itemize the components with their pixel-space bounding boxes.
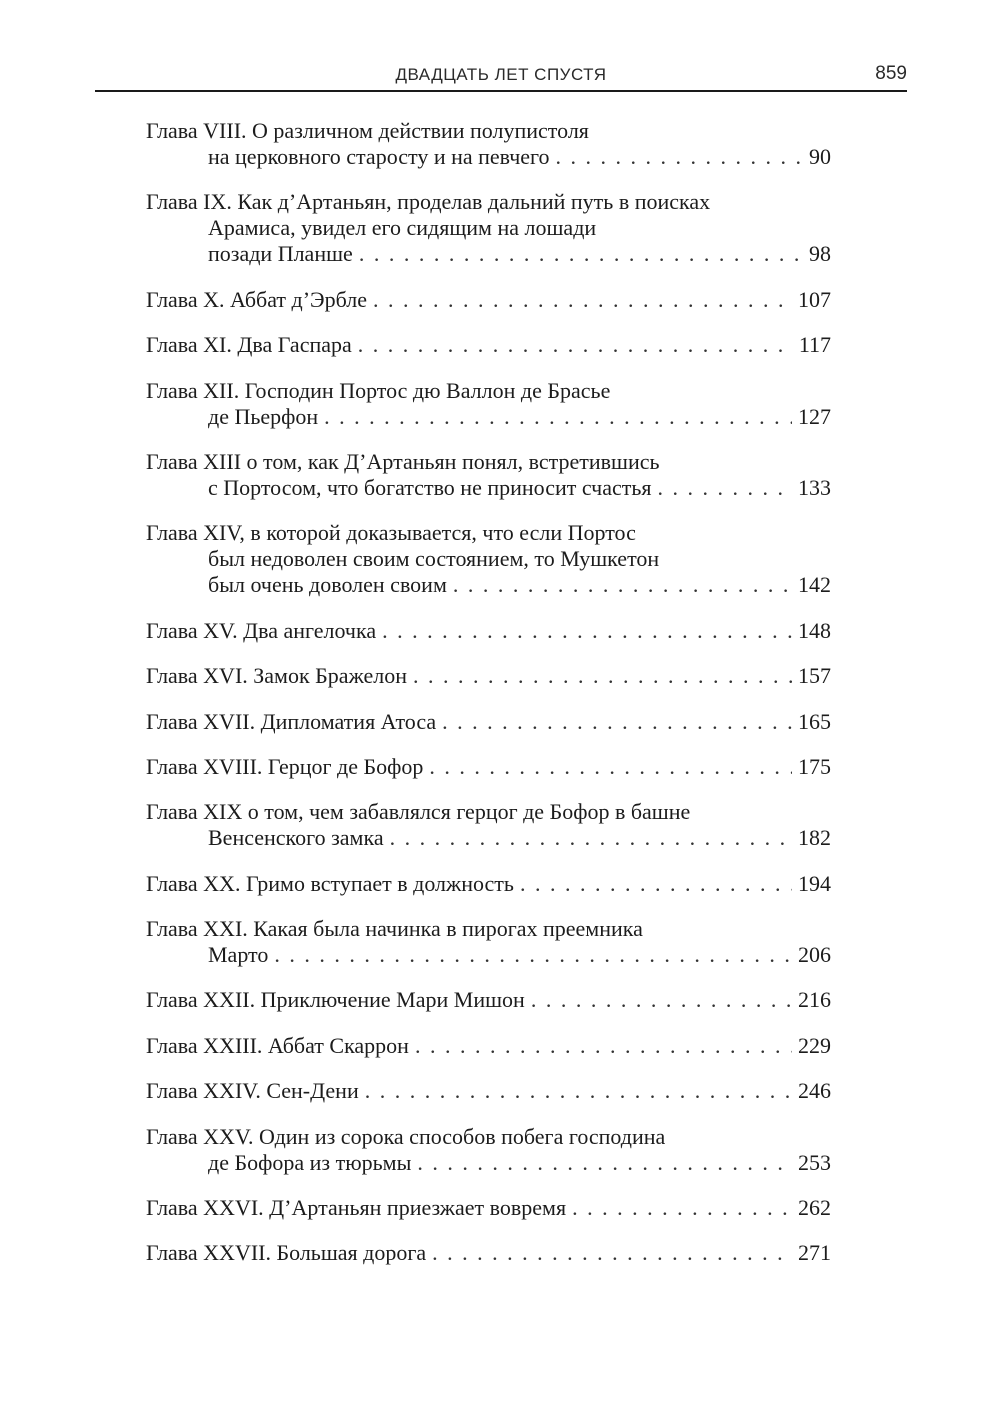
- toc-entry-page: 182: [798, 825, 831, 851]
- dot-leader: [415, 1033, 792, 1059]
- toc-entry-title-line: Глава XVIII. Герцог де Бофор: [146, 753, 424, 779]
- toc-entry-title-line: Глава XII. Господин Портос дю Валлон де Брасье: [146, 377, 611, 403]
- page-number: 859: [875, 63, 907, 84]
- dot-leader: [359, 241, 803, 267]
- toc-entry: [146, 1124, 831, 1176]
- toc-entry-last-line: [146, 144, 831, 170]
- toc-entry-last-line: [146, 1078, 831, 1104]
- toc-entry-last-line: [146, 404, 831, 430]
- toc-entry-title-line: Глава XV. Два ангелочка: [146, 617, 377, 643]
- toc-entry: [146, 709, 831, 735]
- toc-entry: [146, 1240, 831, 1266]
- dot-leader: [556, 144, 803, 170]
- toc-entry-last-line: [146, 1033, 831, 1059]
- toc-entry-last-line: [146, 618, 831, 644]
- toc-entry-title-line: Глава X. Аббат д’Эрбле: [146, 286, 367, 312]
- toc-entry-page: 142: [798, 572, 831, 598]
- dot-leader: [417, 1150, 792, 1176]
- toc-entry: [146, 1033, 831, 1059]
- dot-leader: [390, 825, 792, 851]
- toc-entry-last-line: [146, 1150, 831, 1176]
- toc-entry-title-line: Глава IX. Как д’Артаньян, проделав дальний путь в поисках: [146, 189, 711, 215]
- toc-entry-title-line: был очень доволен своим: [208, 572, 447, 598]
- toc-entry: [146, 916, 831, 968]
- dot-leader: [520, 871, 792, 897]
- toc-entry-title-line: Глава VIII. О различном действии полупистоля: [146, 118, 589, 143]
- toc-entry-last-line: [146, 332, 831, 358]
- toc-entry-title-line: Глава XVII. Дипломатия Атоса: [146, 708, 437, 734]
- toc-entry-title-line: Глава XI. Два Гаспара: [146, 332, 352, 358]
- toc-entry: [146, 754, 831, 780]
- dot-leader: [358, 332, 793, 358]
- toc-entry-title-line: Глава XXIV. Сен-Дени: [146, 1078, 359, 1104]
- toc-entry: [146, 1195, 831, 1221]
- dot-leader: [274, 942, 792, 968]
- dot-leader: [429, 754, 792, 780]
- dot-leader: [658, 475, 792, 501]
- toc-entry-title-line: был недоволен своим состоянием, то Мушкетон: [208, 546, 660, 572]
- toc-entry-title-line: Глава XX. Гримо вступает в должность: [146, 870, 514, 896]
- toc-entry-page: 262: [798, 1195, 831, 1221]
- toc-entry-last-line: [146, 871, 831, 897]
- toc-entry-page: 157: [798, 663, 831, 689]
- toc-entry-page: 90: [809, 144, 831, 169]
- toc-entry-title-line: Глава XXII. Приключение Мари Мишон: [146, 987, 525, 1013]
- table-of-contents: [146, 118, 831, 1286]
- toc-entry: [146, 287, 831, 313]
- toc-entry-title-line: Венсенского замка: [208, 825, 384, 851]
- toc-entry-page: 165: [798, 708, 831, 734]
- dot-leader: [442, 709, 792, 735]
- toc-entry-page: 271: [798, 1240, 831, 1266]
- toc-entry-title-line: Глава XIII о том, как Д’Артаньян понял, встретившись: [146, 448, 660, 474]
- toc-entry: [146, 618, 831, 644]
- toc-entry-last-line: [146, 663, 831, 689]
- toc-entry: [146, 663, 831, 689]
- toc-entry-title-line: Глава XXI. Какая была начинка в пирогах преемника: [146, 916, 643, 942]
- dot-leader: [373, 287, 792, 313]
- toc-entry-page: 148: [798, 617, 831, 643]
- toc-entry-last-line: [146, 942, 831, 968]
- dot-leader: [324, 404, 792, 430]
- dot-leader: [572, 1195, 792, 1221]
- toc-entry-page: 206: [798, 942, 831, 968]
- toc-entry: [146, 520, 831, 598]
- toc-entry-last-line: [146, 241, 831, 267]
- dot-leader: [453, 572, 792, 598]
- toc-entry-title-line: де Бофора из тюрьмы: [208, 1149, 412, 1175]
- toc-entry-title-line: на церковного старосту и на певчего: [208, 144, 550, 169]
- toc-entry-last-line: [146, 754, 831, 780]
- toc-entry-title-line: де Пьерфон: [208, 403, 319, 429]
- toc-entry-page: 175: [798, 753, 831, 779]
- toc-entry-title-line: Марто: [208, 942, 269, 968]
- toc-entry-title-line: Глава XIV, в которой доказывается, что если Портос: [146, 520, 636, 546]
- toc-entry-page: 98: [809, 241, 831, 267]
- dot-leader: [432, 1240, 792, 1266]
- toc-entry-title-line: Глава XVI. Замок Бражелон: [146, 663, 407, 689]
- toc-entry: [146, 378, 831, 430]
- toc-entry-last-line: [146, 475, 831, 501]
- toc-entry-last-line: [146, 572, 831, 598]
- toc-entry-page: 229: [798, 1032, 831, 1058]
- running-title: ДВАДЦАТЬ ЛЕТ СПУСТЯ: [395, 65, 607, 84]
- dot-leader: [365, 1078, 792, 1104]
- toc-entry-page: 246: [798, 1078, 831, 1104]
- toc-entry-page: 133: [798, 474, 831, 500]
- toc-entry-last-line: [146, 1195, 831, 1221]
- toc-entry-title-line: Глава XXIII. Аббат Скаррон: [146, 1032, 409, 1058]
- toc-entry: [146, 987, 831, 1013]
- toc-entry-page: 127: [798, 403, 831, 429]
- toc-entry-last-line: [146, 987, 831, 1013]
- toc-entry-last-line: [146, 287, 831, 313]
- dot-leader: [531, 987, 792, 1013]
- running-header: [95, 62, 907, 92]
- toc-entry-page: 107: [798, 286, 831, 312]
- toc-entry: [146, 189, 831, 267]
- toc-entry: [146, 1078, 831, 1104]
- toc-entry-last-line: [146, 709, 831, 735]
- dot-leader: [382, 618, 792, 644]
- toc-entry-title-line: Глава XIX о том, чем забавлялся герцог де Бофор в башне: [146, 799, 691, 825]
- toc-entry: [146, 799, 831, 851]
- toc-entry: [146, 449, 831, 501]
- toc-entry-page: 216: [798, 987, 831, 1013]
- toc-entry: [146, 871, 831, 897]
- toc-entry-title-line: Глава XXVII. Большая дорога: [146, 1240, 427, 1266]
- dot-leader: [413, 663, 792, 689]
- toc-entry-title-line: Арамиса, увидел его сидящим на лошади: [208, 215, 597, 241]
- toc-entry-title-line: позади Планше: [208, 241, 353, 267]
- toc-entry-page: 194: [798, 870, 831, 896]
- toc-entry-last-line: [146, 1240, 831, 1266]
- toc-entry: [146, 118, 831, 170]
- toc-entry-title-line: Глава XXVI. Д’Артаньян приезжает вовремя: [146, 1195, 567, 1221]
- toc-entry-title-line: с Портосом, что богатство не приносит счастья: [208, 474, 652, 500]
- toc-entry-page: 253: [798, 1149, 831, 1175]
- toc-entry-title-line: Глава XXV. Один из сорока способов побега господина: [146, 1123, 666, 1149]
- toc-entry-last-line: [146, 825, 831, 851]
- toc-entry-page: 117: [798, 332, 831, 358]
- toc-entry: [146, 332, 831, 358]
